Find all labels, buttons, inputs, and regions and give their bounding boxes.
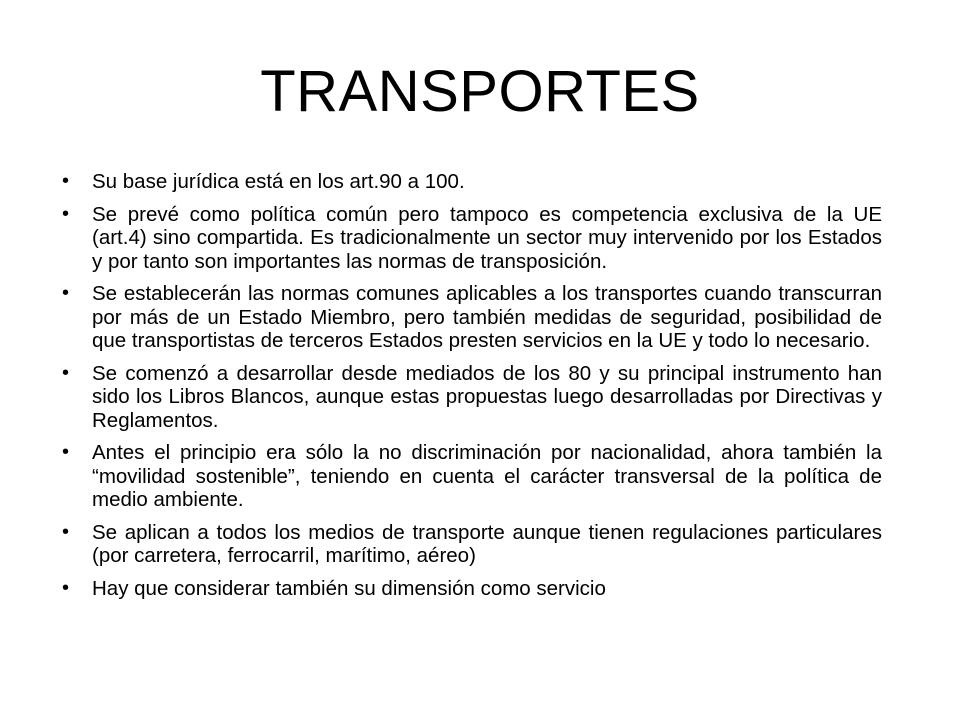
bullet-item — [62, 170, 882, 194]
bullet-text: Se aplican a todos los medios de transporte aunque tienen regulaciones particulares (por carretera, ferrocarril, marítimo, aéreo) — [92, 520, 882, 567]
bullet-icon: • — [62, 361, 70, 384]
slide-title: TRANSPORTES — [260, 59, 700, 124]
bullet-text: Se prevé como política común pero tampoco es competencia exclusiva de la UE (art.4) sino compartida. Es tradicionalmente un sector muy intervenido por los Estados y por tanto son importantes las normas de transposición. — [92, 202, 882, 273]
bullet-item — [62, 441, 882, 512]
bullet-text: Su base jurídica está en los art.90 a 100. — [92, 170, 465, 193]
bullet-text: Hay que considerar también su dimensión como servicio — [92, 576, 606, 600]
bullet-list — [62, 170, 882, 609]
bullet-icon: • — [62, 520, 70, 543]
bullet-item — [62, 203, 882, 274]
bullet-text: Se establecerán las normas comunes aplicables a los transportes cuando transcurran por más de un Estado Miembro, pero también medidas de seguridad, posibilidad de que transportistas de terceros Estados presten servicios en la UE y todo lo necesario. — [92, 282, 882, 352]
bullet-icon: • — [62, 202, 70, 225]
bullet-text: Antes el principio era sólo la no discriminación por nacionalidad, ahora también la “movilidad sostenible”, teniendo en cuenta el carácter transversal de la política de medio ambiente. — [92, 441, 882, 511]
bullet-icon: • — [62, 576, 70, 599]
bullet-icon: • — [62, 441, 70, 463]
bullet-item — [62, 362, 882, 433]
bullet-item — [62, 282, 882, 353]
bullet-item — [62, 577, 882, 601]
bullet-icon: • — [62, 170, 70, 192]
bullet-item — [62, 521, 882, 568]
bullet-text: Se comenzó a desarrollar desde mediados de los 80 y su principal instrumento han sido los Libros Blancos, aunque estas propuestas luego desarrolladas por Directivas y Reglamentos. — [92, 361, 882, 432]
bullet-icon: • — [62, 282, 70, 304]
